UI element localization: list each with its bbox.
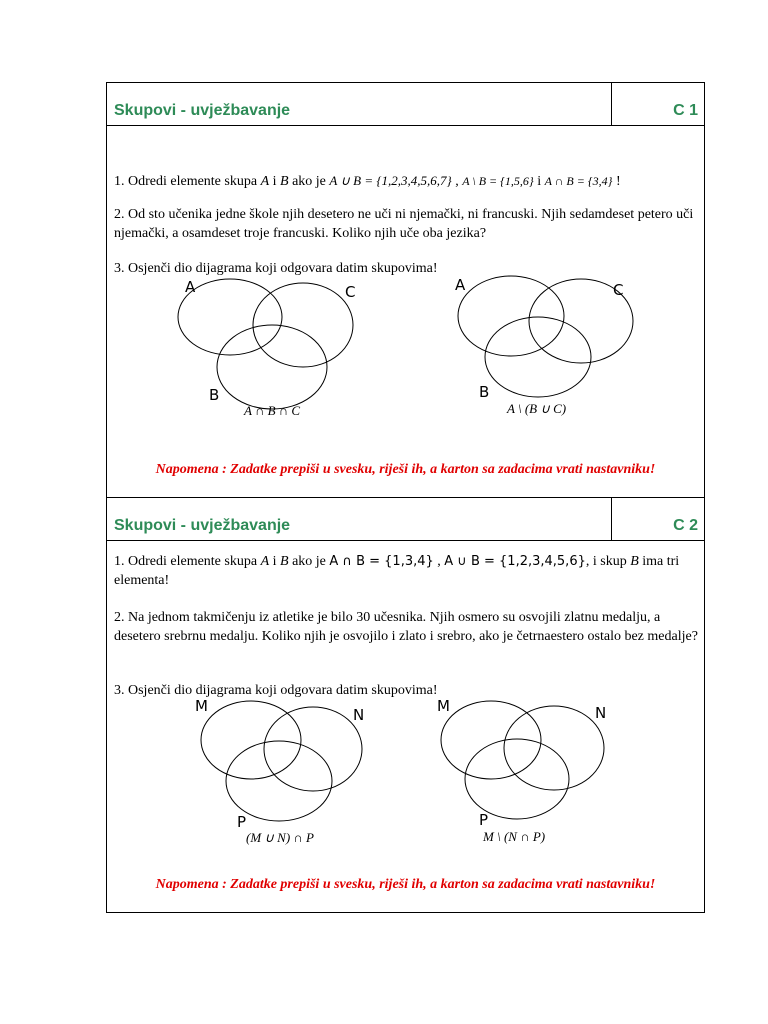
task-1-if: ako je [288,174,330,189]
label-b: B [209,386,220,404]
circle-m [201,701,301,779]
task-1-end: ima tri elementa! [114,554,680,588]
venn-diagram-1 [191,696,391,848]
task-1-separator: , [433,554,445,569]
task-1-set: , i skup [585,554,631,569]
task-1-and: i [269,174,281,189]
set-b: B [280,174,289,189]
diagram-expression: (M ∪ N) ∩ P [246,830,315,845]
card-title: Skupovi - uvježbavanje [114,102,291,119]
task-3: 3. Osjenči dio dijagrama koji odgovara datim skupovima! [114,261,438,276]
label-m: M [195,697,208,715]
task-card-c1 [106,82,705,498]
circle-p [226,741,332,821]
card-code: C 1 [673,102,698,119]
label-p: P [479,811,489,829]
label-n: N [595,704,607,722]
intersection-expression: A ∩ B = {3,4} [544,174,613,188]
diagram-expression: A \ (B ∪ C) [507,401,567,416]
set-a: A [260,174,270,189]
task-1-intro: 1. Odredi elemente skupa [114,174,261,189]
card-header [107,498,704,541]
circle-b [485,317,591,397]
task-card-c2 [106,497,705,913]
label-c: C [613,281,624,299]
label-c: C [345,283,356,301]
card-title: Skupovi - uvježbavanje [114,517,291,534]
label-a: A [185,278,196,296]
venn-diagram-2 [445,273,645,423]
task-1-intro: 1. Odredi elemente skupa [114,554,261,569]
set-b: B [280,554,289,569]
note: Napomena : Zadatke prepiši u svesku, riješi ih, a karton sa zadacima vrati nastavniku! [155,877,656,892]
difference-expression: A \ B = {1,5,6} [462,174,534,188]
task-1-end: ! [612,174,621,189]
label-a: A [455,276,466,294]
label-p: P [237,813,247,831]
diagram-expression: A ∩ B ∩ C [244,403,301,418]
circle-n [504,704,607,790]
note: Napomena : Zadatke prepiši u svesku, riješi ih, a karton sa zadacima vrati nastavniku! [155,462,656,477]
circle-p [465,739,569,819]
task-3: 3. Osjenči dio dijagrama koji odgovara datim skupovima! [114,683,438,698]
label-n: N [353,706,365,724]
card-header [107,83,704,126]
intersection-expression: A ∩ B = {1,3,4} [329,554,434,569]
task-1-if: ako je [288,554,330,569]
card-code: C 2 [673,517,698,534]
set-a: A [260,554,270,569]
task-2: 2. Od sto učenika jedne škole njih desetero ne uči ni njemački, ni francuski. Njih sedamdeset petero uči njemački, a osamdeset troje francuski. Koliko njih uče oba jezika? [114,207,694,241]
header-divider [611,498,612,540]
circle-n [264,706,365,791]
task-2: 2. Na jednom takmičenju iz atletike je bilo 30 učesnika. Njih osmero su osvojili zlatnu medalju, a desetero srebrnu medalju. Koliko njih je osvojilo i zlato i srebro, ako je četrnaestero ostalo bez medalje? [114,610,698,644]
union-expression: A ∪ B = {1,2,3,4,5,6,7} [329,173,452,188]
task-1-and-2: i [533,174,545,189]
header-divider [611,83,612,125]
task-1 [114,552,699,590]
set-b: B [630,554,639,569]
label-b: B [479,383,490,401]
venn-diagram-1 [177,273,377,423]
task-1: 1. Odredi elemente skupa A i B ako je A ∪ B = {1,2,3,4,5,6,7} , A \ B = {1,5,6} i A ∩ B = {3,4} ! [114,173,621,189]
venn-diagram-2 [431,696,631,848]
diagram-expression: M \ (N ∩ P) [483,829,546,844]
task-1-and: i [269,554,281,569]
union-expression: A ∪ B = {1,2,3,4,5,6} [444,554,586,569]
label-m: M [437,697,450,715]
